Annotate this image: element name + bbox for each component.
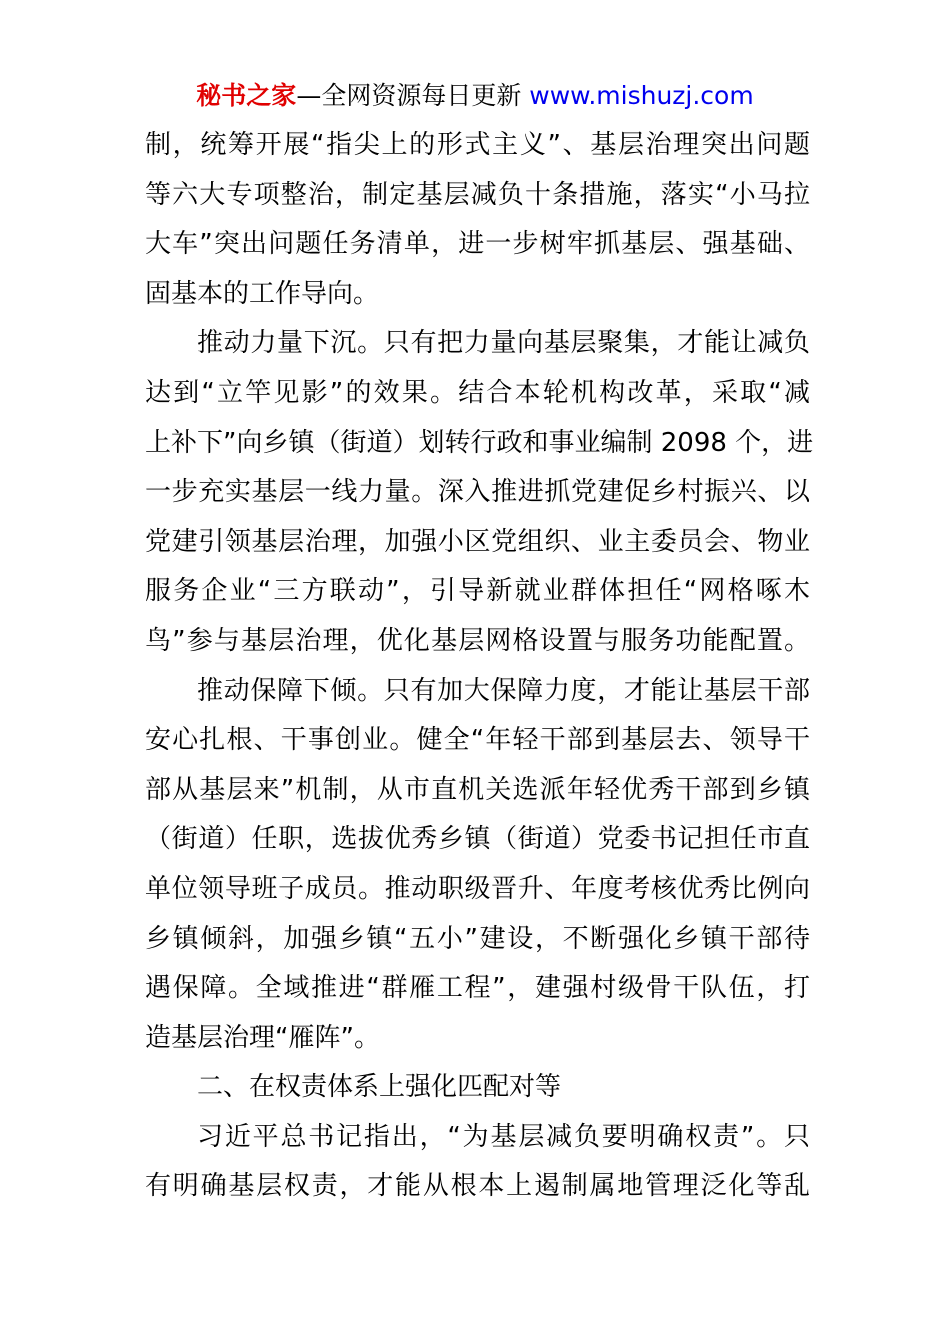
text-line: 二、在权责体系上强化匹配对等: [197, 1072, 562, 1103]
text-line: 推动保障下倾。只有加大保障力度，才能让基层干部: [197, 675, 810, 706]
header-tagline: —全网资源每日更新: [296, 81, 522, 110]
text-line: 党建引领基层治理，加强小区党组织、业主委员会、物业: [145, 526, 810, 557]
header-url-link[interactable]: www.mishuzj.com: [529, 81, 754, 110]
brand-name: 秘书之家: [196, 81, 297, 110]
text-line: 有明确基层权责，才能从根本上遏制属地管理泛化等乱: [145, 1171, 810, 1202]
text-line: 上补下”向乡镇（街道）划转行政和事业编制 2098 个，进: [145, 427, 814, 458]
text-line: 大车”突出问题任务清单，进一步树牢抓基层、强基础、: [145, 229, 810, 260]
text-line: 遇保障。全域推进“群雁工程”，建强村级骨干队伍，打: [145, 973, 810, 1004]
text-line: 部从基层来”机制，从市直机关选派年轻优秀干部到乡镇: [145, 774, 810, 805]
text-line: 制，统筹开展“指尖上的形式主义”、基层治理突出问题: [145, 130, 810, 160]
text-line: 造基层治理“雁阵”。: [145, 1022, 380, 1053]
text-line: 安心扎根、干事创业。健全“年轻干部到基层去、领导干: [145, 725, 810, 756]
text-line: 达到“立竿见影”的效果。结合本轮机构改革，采取“减: [145, 377, 810, 408]
text-line: 固基本的工作导向。: [145, 278, 380, 309]
text-line: 习近平总书记指出，“为基层减负要明确权责”。只: [197, 1121, 810, 1152]
document-body: [145, 121, 814, 1212]
text-line: （街道）任职，选拔优秀乡镇（街道）党委书记担任市直: [145, 824, 810, 855]
text-line: 单位领导班子成员。推动职级晋升、年度考核优秀比例向: [145, 873, 810, 904]
page-header: [0, 80, 950, 112]
text-line: 一步充实基层一线力量。深入推进抓党建促乡村振兴、以: [145, 477, 810, 508]
text-line: 等六大专项整治，制定基层减负十条措施，落实“小马拉: [145, 179, 810, 210]
text-line: 服务企业“三方联动”，引导新就业群体担任“网格啄木: [145, 576, 810, 607]
text-line: 推动力量下沉。只有把力量向基层聚集，才能让减负: [197, 328, 810, 359]
text-line: 乡镇倾斜，加强乡镇“五小”建设，不断强化乡镇干部待: [145, 923, 810, 954]
text-line: 鸟”参与基层治理，优化基层网格设置与服务功能配置。: [145, 625, 810, 656]
